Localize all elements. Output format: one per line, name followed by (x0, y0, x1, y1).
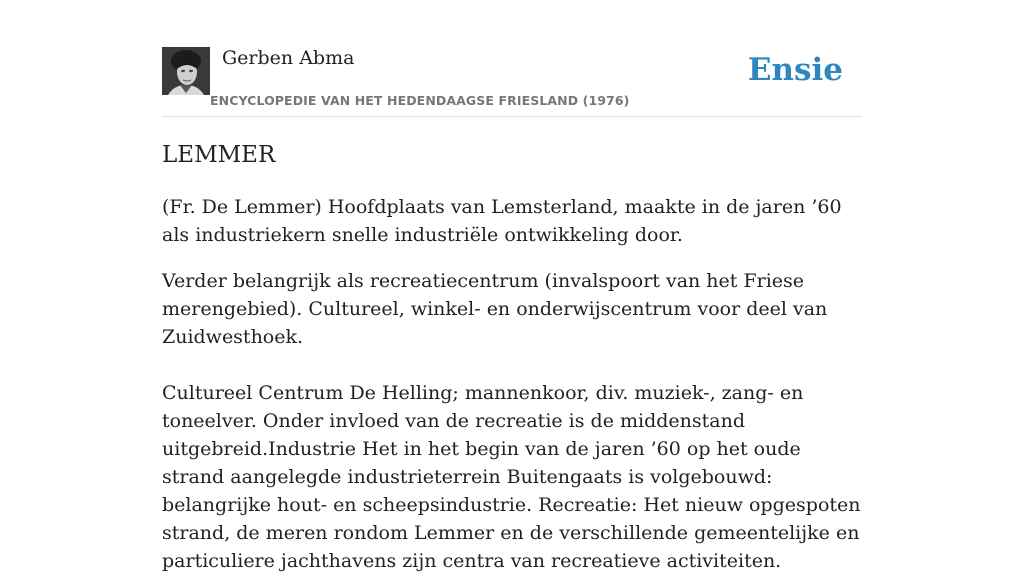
ensie-logo[interactable]: Ensie (747, 52, 843, 88)
article-paragraph: (Fr. De Lemmer) Hoofdplaats van Lemsterland, maakte in de jaren ’60 als industriekern snelle industriële ontwikkeling door. (162, 196, 842, 246)
author-name[interactable]: Gerben Abma (222, 47, 355, 69)
author-photo-icon (162, 47, 210, 95)
article-content (162, 140, 867, 575)
article-paragraph: Verder belangrijk als recreatiecentrum (invalspoort van het Friese merengebied). Cultureel, winkel- en onderwijscentrum voor deel van Zuidwesthoek. Cultureel Centrum De Helling; mannenkoor, div. muziek-, zang- en toneelver. Onder invloed van de recreatie is de middenstand uitgebreid.Industrie Het in het begin van de jaren ’60 op het oude strand aangelegde industrieterrein Buitengaats is volgebouwd: belangrijke hout- en scheepsindustrie. Recreatie: Het nieuw opgespoten strand, de meren rondom Lemmer en de verschillende gemeentelijke en particuliere jachthavens zijn centra van recreatieve activiteiten. (162, 270, 861, 572)
author-avatar[interactable] (162, 47, 210, 95)
article-title: LEMMER (162, 142, 276, 168)
article-header (162, 46, 862, 117)
source-label[interactable]: ENCYCLOPEDIE VAN HET HEDENDAAGSE FRIESLAND (1976) (210, 93, 630, 108)
